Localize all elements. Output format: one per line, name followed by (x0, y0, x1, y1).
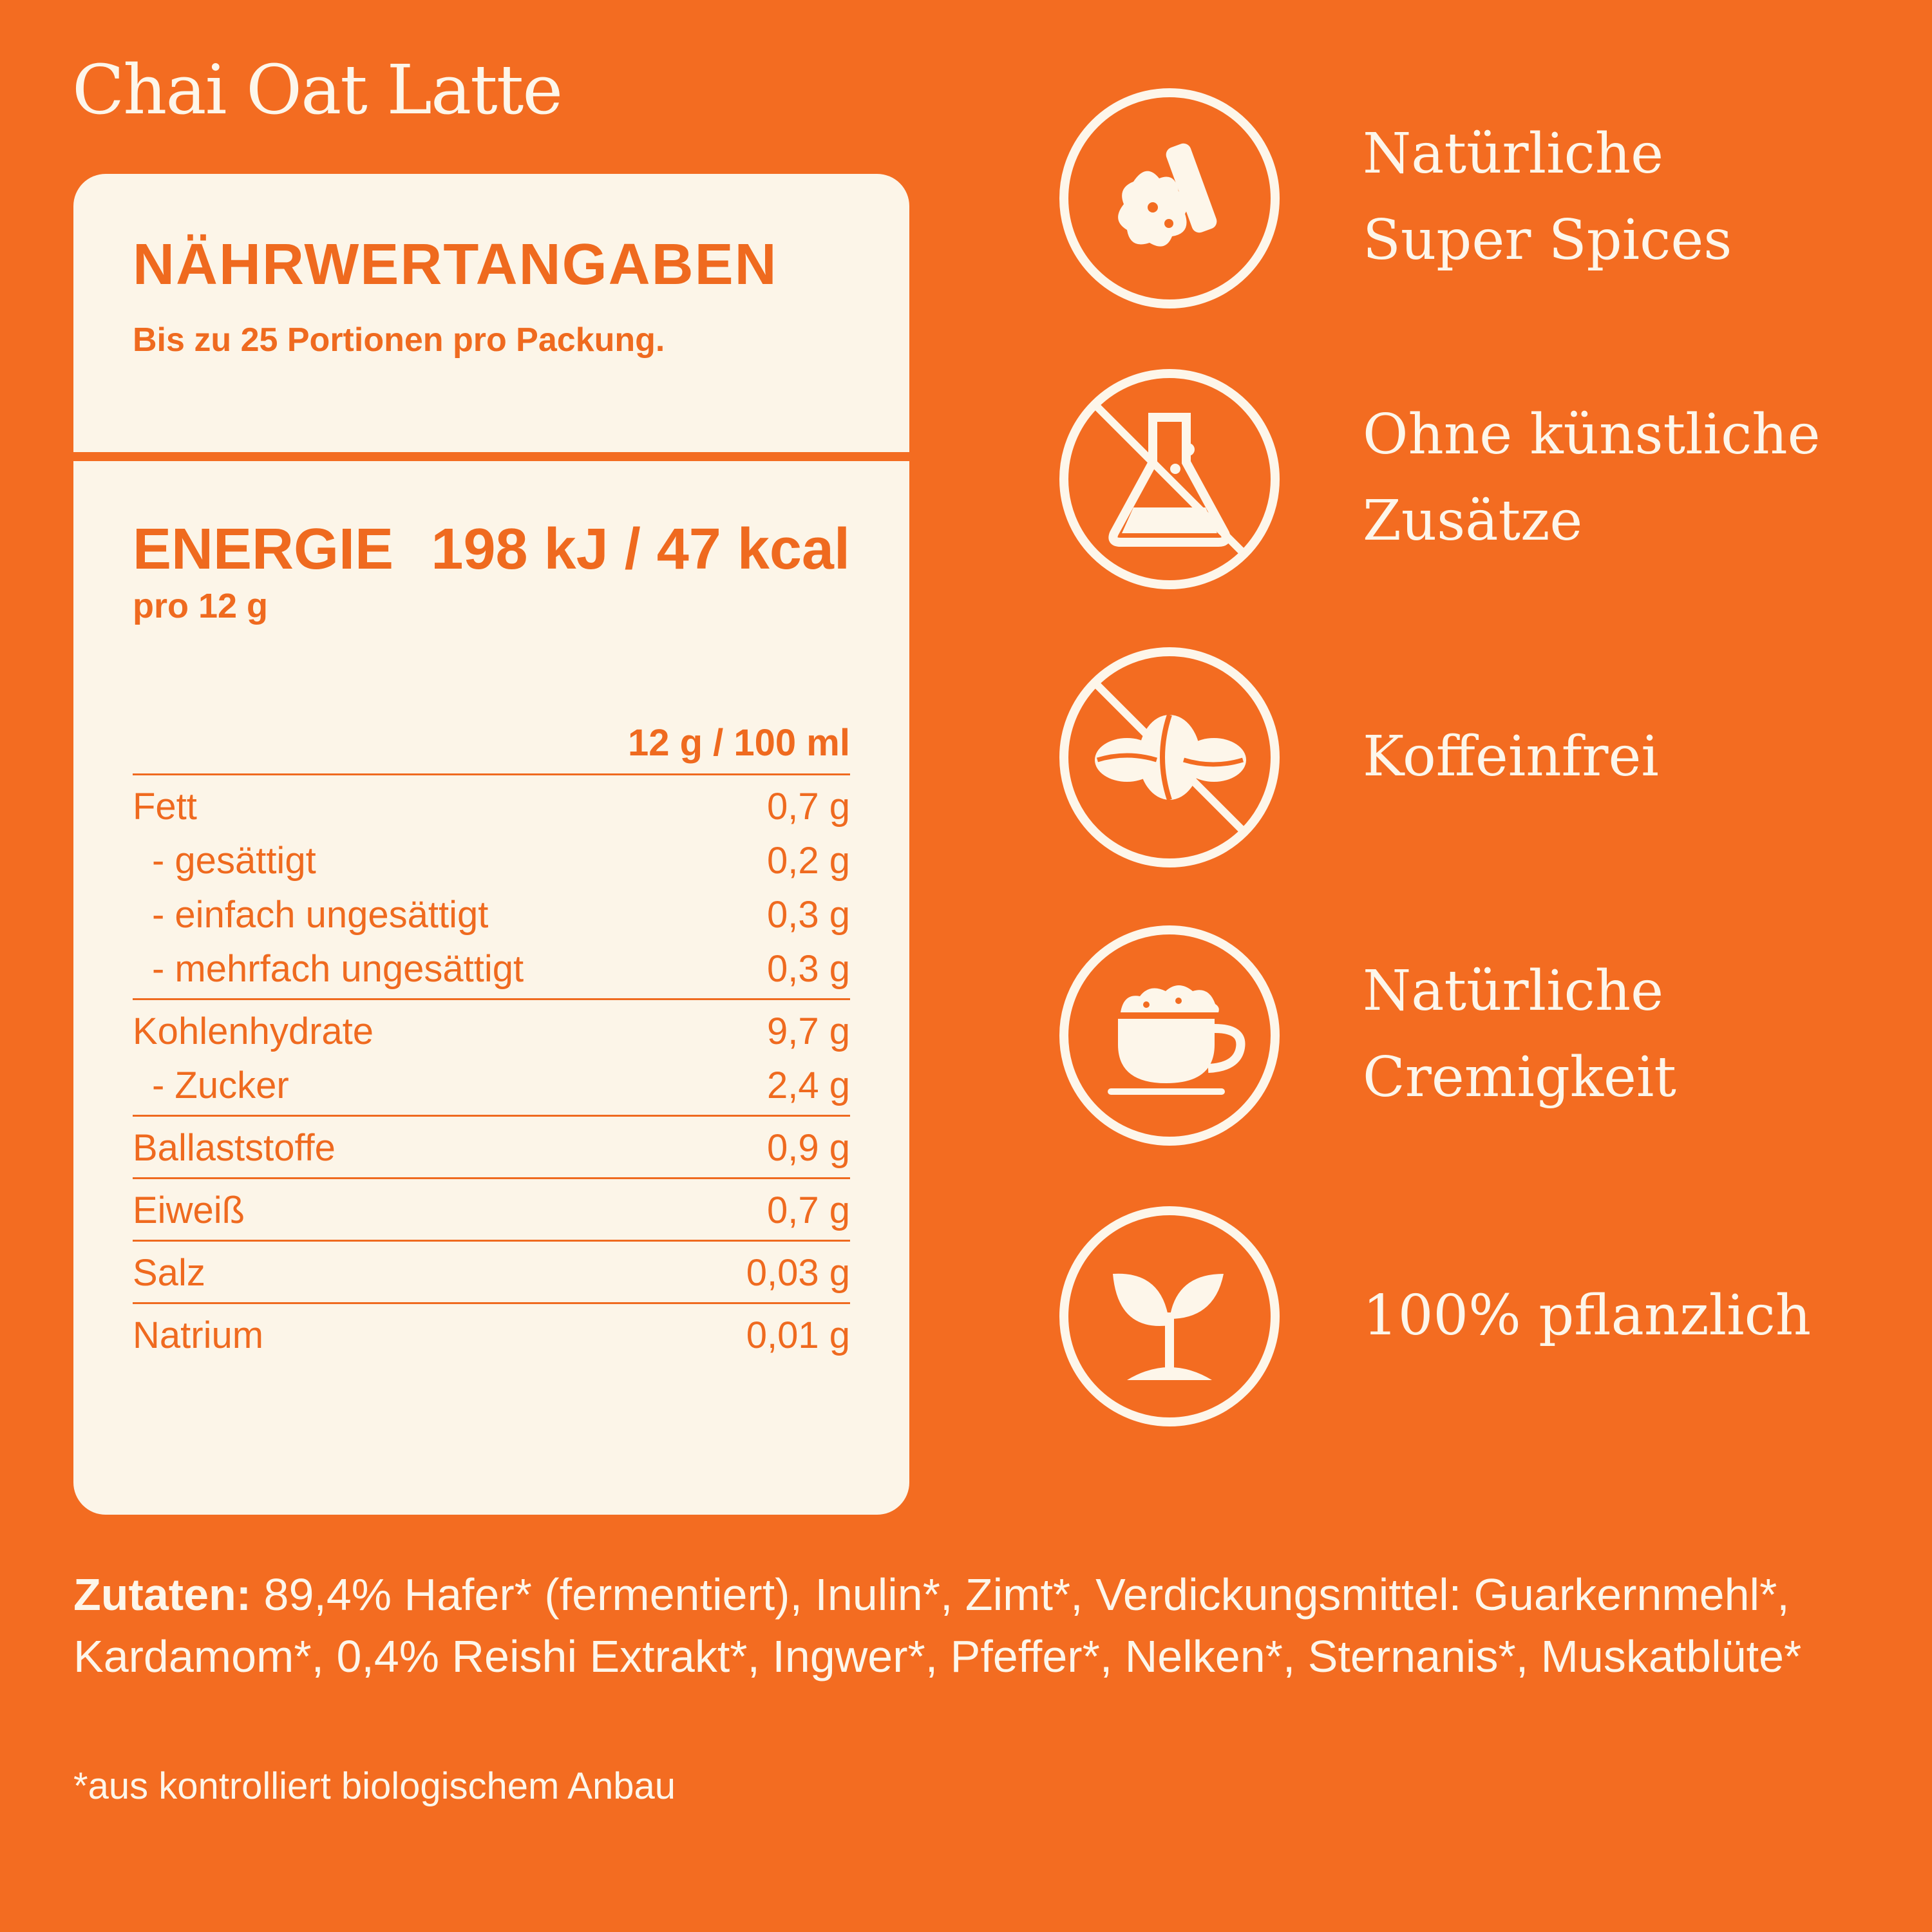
energy-per: pro 12 g (133, 587, 269, 625)
organic-footnote: *aus kontrolliert biologischem Anbau (73, 1765, 676, 1807)
row-label: Kohlenhydrate (133, 1010, 374, 1052)
feature-text (1363, 714, 1878, 800)
ingredients-list: 89,4% Hafer* (fermentiert), Inulin*, Zimt*, Verdickungsmittel: Guarkernmehl*, Kardamom*, 0,4% Reishi Extrakt*, Ingwer*, Pfeffer*, Nelken*, Sternanis*, Muskatblüte* (73, 1569, 1802, 1681)
table-row (133, 887, 850, 942)
row-label: Ballaststoffe (133, 1126, 336, 1169)
table-row (133, 1245, 850, 1300)
feature-text (1363, 1273, 1878, 1359)
table-header: 12 g / 100 ml (133, 721, 850, 775)
table-row (133, 942, 850, 996)
feature-text (1363, 111, 1878, 283)
row-value: 0,3 g (767, 947, 850, 990)
feature-line: Natürliche (1363, 122, 1664, 186)
no-additives-flask-icon (1056, 366, 1283, 592)
feature-item (1056, 366, 1893, 598)
cup-icon (1056, 922, 1283, 1149)
table-group-salt (133, 1242, 850, 1304)
nutrition-card (73, 174, 909, 1515)
feature-line: Koffeinfrei (1363, 724, 1659, 789)
row-value: 9,7 g (767, 1010, 850, 1052)
nutrition-table (133, 721, 850, 1365)
row-value: 0,03 g (746, 1251, 850, 1294)
row-label: - Zucker (152, 1064, 289, 1106)
table-group-sodium (133, 1304, 850, 1365)
feature-line: Super Spices (1363, 208, 1732, 272)
row-label: Natrium (133, 1314, 264, 1356)
energy-value: 198 kJ / 47 kcal (431, 517, 850, 582)
table-group-carbs (133, 1000, 850, 1117)
table-row (133, 779, 850, 833)
table-row (133, 1058, 850, 1112)
table-group-fat (133, 775, 850, 1000)
row-value: 0,7 g (767, 785, 850, 828)
feature-line: Ohne künstliche (1363, 402, 1821, 467)
table-row (133, 1004, 850, 1058)
table-group-fiber (133, 1117, 850, 1179)
feature-text (1363, 948, 1878, 1121)
table-row (133, 833, 850, 887)
feature-item (1056, 922, 1893, 1154)
table-row (133, 1308, 850, 1362)
row-label: - gesättigt (152, 839, 316, 882)
row-label: - einfach ungesättigt (152, 893, 489, 936)
feature-item (1056, 1203, 1893, 1435)
row-label: Eiweiß (133, 1189, 245, 1231)
plant-icon (1056, 1203, 1283, 1430)
table-row (133, 1121, 850, 1175)
nutrition-heading: NÄHRWERTANGABEN (133, 232, 778, 297)
feature-item (1056, 644, 1893, 876)
row-value: 0,2 g (767, 839, 850, 882)
feature-line: Natürliche (1363, 959, 1664, 1023)
row-value: 0,3 g (767, 893, 850, 936)
row-value: 0,9 g (767, 1126, 850, 1169)
row-label: Fett (133, 785, 197, 828)
feature-item (1056, 85, 1893, 317)
table-row (133, 1183, 850, 1237)
no-coffee-beans-icon (1056, 644, 1283, 871)
row-value: 2,4 g (767, 1064, 850, 1106)
row-value: 0,7 g (767, 1189, 850, 1231)
feature-text (1363, 392, 1878, 564)
ingredients-text (73, 1564, 1864, 1687)
table-group-protein (133, 1179, 850, 1242)
feature-line: 100% pflanzlich (1363, 1283, 1812, 1348)
card-divider (73, 452, 909, 461)
row-label: Salz (133, 1251, 205, 1294)
spices-icon (1056, 85, 1283, 312)
row-value: 0,01 g (746, 1314, 850, 1356)
energy-label: ENERGIE (133, 517, 394, 582)
servings-note: Bis zu 25 Portionen pro Packung. (133, 321, 665, 359)
product-title: Chai Oat Latte (72, 50, 562, 129)
ingredients-label: Zutaten: (73, 1569, 252, 1620)
feature-line: Zusätze (1363, 489, 1583, 553)
row-label: - mehrfach ungesättigt (152, 947, 524, 990)
feature-line: Cremigkeit (1363, 1045, 1676, 1110)
